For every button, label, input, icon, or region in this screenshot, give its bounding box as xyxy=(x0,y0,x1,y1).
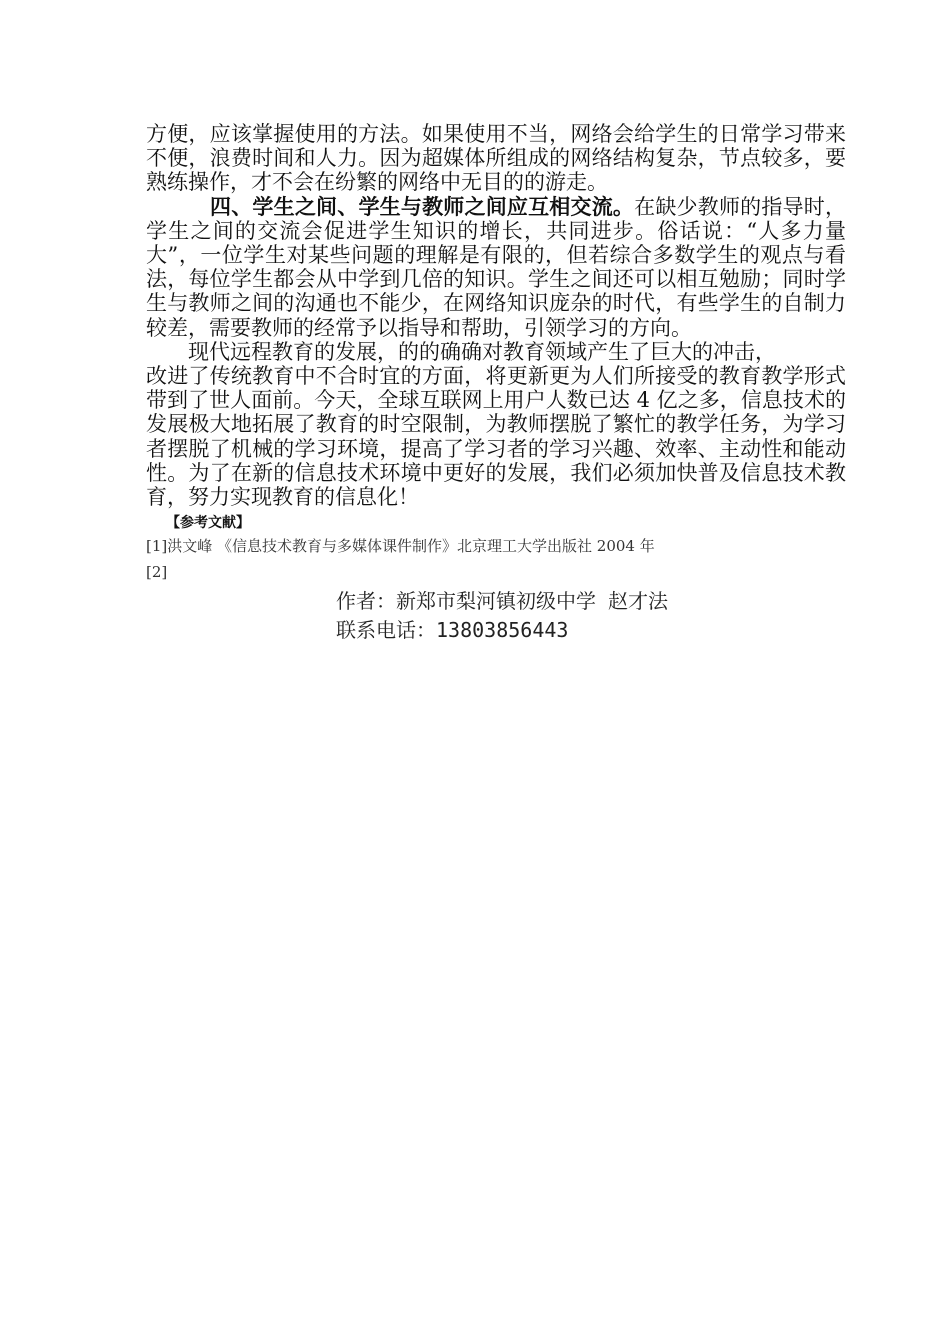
reference-item-2: [2] xyxy=(146,563,168,582)
author-info xyxy=(336,587,846,645)
references-heading: 【参考文献】 xyxy=(166,515,250,532)
document-page xyxy=(146,122,846,645)
paragraph-network-usage: 方便，应该掌握使用的方法。如果使用不当，网络会给学生的日常学习带来不便，浪费时间和人力。因为超媒体所组成的网络结构复杂，节点较多，要熟练操作，才不会在纷繁的网络中无目的的游走。 xyxy=(146,122,846,195)
paragraph-conclusion-line1: 现代远程教育的发展，的的确确对教育领域产生了巨大的冲击， xyxy=(188,339,776,364)
paragraph-communication-body: 在缺少教师的指导时，学生之间的交流会促进学生知识的增长，共同进步。俗话说：“人多力量大”，一位学生对某些问题的理解是有限的，但若综合多数学生的观点与看法，每位学生都会从中学到几倍的知识。学生之间还可以相互勉励；同时学生与教师之间的沟通也不能少，在网络知识庞杂的时代，有些学生的自制力较差，需要教师的经常予以指导和帮助，引领学习的方向。 xyxy=(146,194,847,340)
paragraph-conclusion: 改进了传统教育中不合时宜的方面，将更新更为人们所接受的教育教学形式带到了世人面前。今天，全球互联网上用户人数已达 4 亿之多，信息技术的发展极大地拓展了教育的时空限制，为教师摆脱了繁忙的教学任务，为学习者摆脱了机械的学习环境，提高了学习者的学习兴趣、效率、主动性和能动性。为了在新的信息技术环境中更好的发展，我们必须加快普及信息技术教育，努力实现教育的信息化！ xyxy=(146,364,846,510)
author-name: 作者：新郑市梨河镇初级中学 赵才法 xyxy=(336,589,669,614)
reference-item-1: [1]洪文峰 《信息技术教育与多媒体课件制作》北京理工大学出版社 2004 年 xyxy=(146,537,655,556)
author-phone: 联系电话：13803856443 xyxy=(336,618,569,643)
paragraph-communication xyxy=(146,195,846,340)
section-heading-communication: 四、学生之间、学生与教师之间应互相交流。 xyxy=(210,193,635,219)
